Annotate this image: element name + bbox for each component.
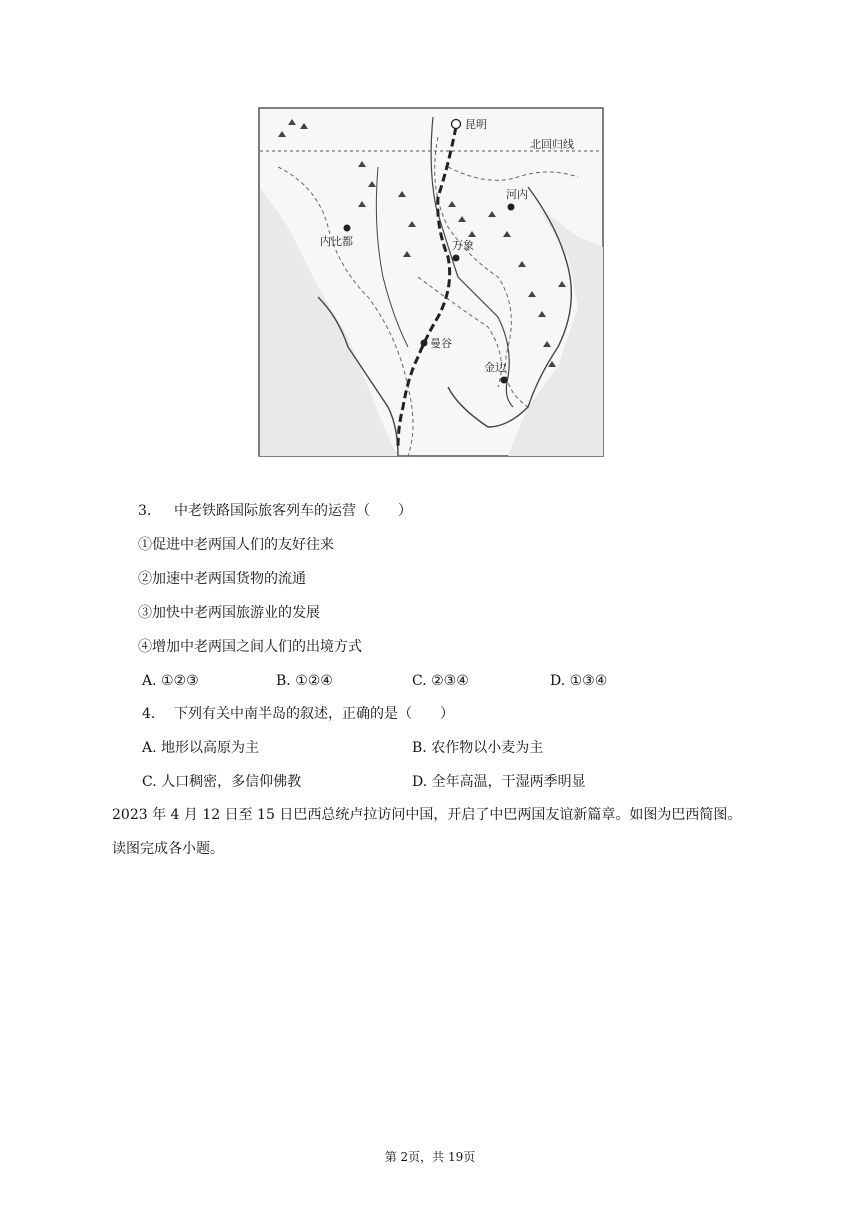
passage-line-2: 读图完成各小题。 xyxy=(112,841,224,857)
label-tropic: 北回归线 xyxy=(530,138,574,151)
question-4-number: 4. xyxy=(142,706,156,722)
label-phnompenh: 金边 xyxy=(484,361,506,374)
q4-option-d: D. 全年高温，干湿两季明显 xyxy=(412,774,586,790)
q4-option-b: B. 农作物以小麦为主 xyxy=(412,740,544,756)
q3-option-b: B. ①②④ xyxy=(276,673,333,689)
label-naypyidaw: 内比都 xyxy=(320,235,353,248)
page-footer: 第 2页，共 19页 xyxy=(384,1150,476,1164)
map-figure xyxy=(258,107,604,457)
q4-option-a: A. 地形以高原为主 xyxy=(142,740,260,756)
q4-option-c: C. 人口稠密，多信仰佛教 xyxy=(142,774,302,790)
q3-option-a: A. ①②③ xyxy=(142,673,199,689)
q3-item-1: ①促进中老两国人们的友好往来 xyxy=(138,537,334,553)
q3-item-3: ③加快中老两国旅游业的发展 xyxy=(138,605,320,621)
question-4-text: 下列有关中南半岛的叙述，正确的是（ ） xyxy=(174,706,454,722)
label-vientiane: 万象 xyxy=(452,239,474,252)
indochina-map xyxy=(258,107,604,457)
label-hanoi: 河内 xyxy=(506,188,528,201)
q3-option-d: D. ①③④ xyxy=(550,673,608,689)
q3-item-2: ②加速中老两国货物的流通 xyxy=(138,571,306,587)
q3-option-c: C. ②③④ xyxy=(412,673,469,689)
question-3-stem xyxy=(138,501,412,521)
passage-line-1: 2023 年 4 月 12 日至 15 日巴西总统卢拉访问中国，开启了中巴两国友谊新篇章。如图为巴西简图。 xyxy=(112,807,742,823)
label-kunming: 昆明 xyxy=(465,118,487,131)
question-3-number: 3. xyxy=(138,503,152,519)
q3-item-4: ④增加中老两国之间人们的出境方式 xyxy=(138,639,362,655)
question-3-text: 中老铁路国际旅客列车的运营（ ） xyxy=(174,503,412,519)
question-4-stem xyxy=(142,704,454,724)
label-bangkok: 曼谷 xyxy=(430,337,452,350)
